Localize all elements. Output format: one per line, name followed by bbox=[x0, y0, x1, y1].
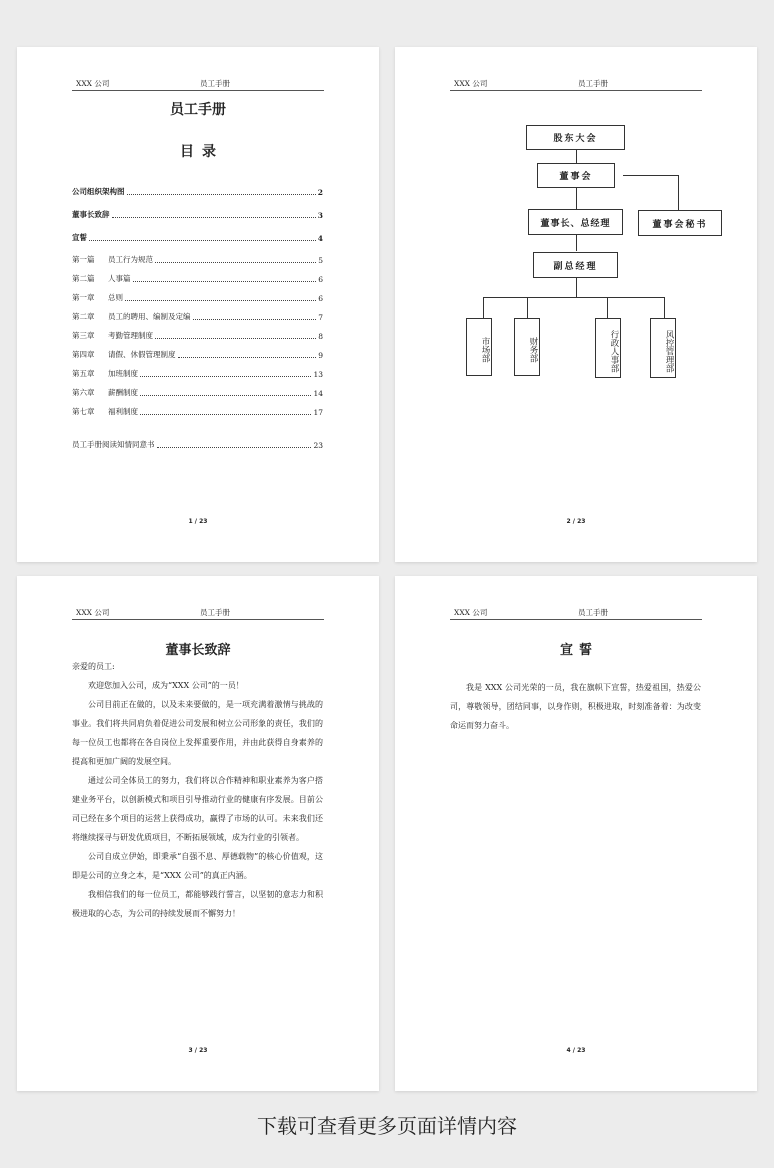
toc-entry-chapter: 第五章 bbox=[72, 369, 95, 378]
page-number: 2 / 23 bbox=[566, 518, 586, 525]
toc-leader bbox=[140, 414, 311, 415]
toc-entry-chapter: 第三章 bbox=[72, 331, 95, 340]
header-title: 员工手册 bbox=[200, 608, 230, 617]
org-connector bbox=[576, 187, 577, 209]
toc-entry[interactable] bbox=[72, 292, 323, 303]
org-node-department: 风控管理部 bbox=[650, 318, 676, 378]
org-connector bbox=[678, 175, 679, 211]
toc-entry-page: 9 bbox=[318, 351, 323, 360]
toc-leader bbox=[155, 262, 316, 263]
toc-entry-chapter: 第二章 bbox=[72, 312, 95, 321]
toc-entry[interactable] bbox=[72, 368, 323, 379]
toc-entry[interactable] bbox=[72, 330, 323, 341]
org-connector bbox=[576, 234, 577, 251]
download-caption: 下载可查看更多页面详情内容 bbox=[257, 1114, 517, 1138]
toc-entry-label: 请假、休假管理制度 bbox=[108, 350, 176, 359]
toc-entry[interactable] bbox=[72, 349, 323, 360]
toc-leader bbox=[157, 447, 312, 448]
toc-entry-page: 2 bbox=[317, 188, 323, 197]
toc-entry-chapter: 第四章 bbox=[72, 350, 95, 359]
toc-entry-chapter: 第七章 bbox=[72, 407, 95, 416]
page-title: 宣誓 bbox=[559, 643, 598, 658]
page-3 bbox=[17, 576, 379, 1091]
toc-entry-label: 董事长致辞 bbox=[72, 210, 110, 219]
org-node-shareholders: 股东大会 bbox=[526, 125, 625, 150]
toc-entry-page: 3 bbox=[317, 211, 323, 220]
toc-leader bbox=[133, 281, 317, 282]
toc-entry-page: 14 bbox=[313, 389, 323, 398]
toc-entry[interactable] bbox=[72, 439, 323, 450]
toc-leader bbox=[178, 357, 317, 358]
toc-entry-label: 考勤管理制度 bbox=[108, 331, 153, 340]
header-company: XXX 公司 bbox=[454, 79, 488, 88]
toc-entry-page: 4 bbox=[317, 234, 323, 243]
header-company: XXX 公司 bbox=[454, 608, 488, 617]
toc-entry-label: 薪酬制度 bbox=[108, 388, 138, 397]
toc-leader bbox=[112, 217, 316, 218]
org-connector bbox=[483, 297, 484, 318]
toc-entry-page: 8 bbox=[318, 332, 323, 341]
toc-leader bbox=[193, 319, 317, 320]
toc-entry-page: 5 bbox=[318, 256, 323, 265]
paragraph: 公司目前正在做的，以及未来要做的，是一项充满着激情与挑战的事业。我们将共同肩负着促进公司发展和树立公司形象的责任，我们的每一位员工也都将在各自岗位上发挥重要作用，并由此获得自身素养的提高和更加广阔的发展空间。 bbox=[72, 700, 323, 766]
org-node-department: 市场部 bbox=[466, 318, 492, 376]
toc-entry-chapter: 第六章 bbox=[72, 388, 95, 397]
toc-entry-label: 宣誓 bbox=[72, 233, 87, 242]
oath-body bbox=[450, 678, 701, 735]
org-connector bbox=[664, 297, 665, 318]
toc-entry-page: 6 bbox=[318, 275, 323, 284]
paragraph: 通过公司全体员工的努力，我们将以合作精神和职业素养为客户搭建业务平台，以创新模式和项目引导推动行业的健康有序发展。目前公司已经在多个项目的运营上获得成功，赢得了市场的认可。未来我们还将继续探寻与研发优质项目，不断拓展领域，成为行业的引领者。 bbox=[72, 776, 323, 842]
header-title: 员工手册 bbox=[200, 79, 230, 88]
toc-leader bbox=[125, 300, 316, 301]
toc-entry[interactable] bbox=[72, 254, 323, 265]
toc-entry-page: 13 bbox=[313, 370, 323, 379]
toc-entry[interactable] bbox=[72, 406, 323, 417]
toc-entry-label: 公司组织架构图 bbox=[72, 187, 125, 196]
toc-leader bbox=[89, 240, 316, 241]
header-title: 员工手册 bbox=[578, 608, 608, 617]
toc-entry[interactable] bbox=[72, 273, 323, 284]
paragraph: 欢迎您加入公司，成为“XXX 公司”的一员！ bbox=[88, 681, 244, 690]
org-node-secretary: 董事会秘书 bbox=[638, 210, 722, 236]
org-connector bbox=[576, 277, 577, 297]
toc-leader bbox=[127, 194, 316, 195]
header-title: 员工手册 bbox=[578, 79, 608, 88]
paragraph: 公司自成立伊始，即秉承“自强不息、厚德载物”的核心价值观，这即是公司的立身之本，是“XXX 公司”的真正内涵。 bbox=[72, 852, 323, 880]
org-connector bbox=[623, 175, 678, 176]
page-number: 3 / 23 bbox=[188, 1047, 208, 1054]
page-header bbox=[450, 606, 702, 620]
paragraph: 我相信我们的每一位员工，都能够践行誓言，以坚韧的意志力和积极进取的心态，为公司的持续发展而不懈努力！ bbox=[72, 890, 323, 918]
page-header bbox=[72, 77, 324, 91]
toc-entry-page: 7 bbox=[318, 313, 323, 322]
org-connector bbox=[527, 297, 528, 318]
toc-entry-page: 6 bbox=[318, 294, 323, 303]
org-node-department: 行政人事部 bbox=[595, 318, 621, 378]
toc-entry-page: 23 bbox=[313, 441, 323, 450]
toc-entry-chapter: 第一章 bbox=[72, 293, 95, 302]
toc-entry-chapter: 第一篇 bbox=[72, 255, 95, 264]
toc-entry-chapter: 第二篇 bbox=[72, 274, 95, 283]
toc-entry-page: 17 bbox=[313, 408, 323, 417]
toc-entry-label: 加班制度 bbox=[108, 369, 138, 378]
org-node-vice-gm: 副总经理 bbox=[533, 252, 618, 278]
page-header bbox=[450, 77, 702, 91]
page-1 bbox=[17, 47, 379, 562]
toc-entry-label: 福利制度 bbox=[108, 407, 138, 416]
toc-entry[interactable] bbox=[72, 209, 323, 220]
page-2 bbox=[395, 47, 757, 562]
speech-body bbox=[72, 657, 323, 923]
page-number: 1 / 23 bbox=[188, 518, 208, 525]
page-4 bbox=[395, 576, 757, 1091]
toc-entry[interactable] bbox=[72, 186, 323, 197]
toc-entry[interactable] bbox=[72, 311, 323, 322]
toc-entry-label: 员工的聘用、编制及定编 bbox=[108, 312, 191, 321]
org-connector bbox=[576, 149, 577, 163]
toc-leader bbox=[140, 376, 311, 377]
toc-entry-label: 员工手册阅读知情同意书 bbox=[72, 440, 155, 449]
org-connector bbox=[483, 297, 664, 298]
toc-entry-label: 员工行为规范 bbox=[108, 255, 153, 264]
document-title: 员工手册 bbox=[170, 102, 226, 118]
paragraph: 我是 XXX 公司光荣的一员，我在旗帜下宣誓，热爱祖国，热爱公司，尊敬领导，团结同事，以身作则，积极进取，时刻准备着：为改变命运而努力奋斗。 bbox=[450, 683, 701, 730]
toc-entry-label: 人事篇 bbox=[108, 274, 131, 283]
header-company: XXX 公司 bbox=[76, 79, 110, 88]
toc-leader bbox=[140, 395, 311, 396]
org-node-chairman: 董事长、总经理 bbox=[528, 209, 623, 235]
page-header bbox=[72, 606, 324, 620]
page-number: 4 / 23 bbox=[566, 1047, 586, 1054]
org-connector bbox=[607, 297, 608, 318]
toc-leader bbox=[155, 338, 316, 339]
toc-entry[interactable] bbox=[72, 387, 323, 398]
toc-entry-label: 总则 bbox=[108, 293, 123, 302]
greeting: 亲爱的员工: bbox=[72, 662, 115, 671]
header-company: XXX 公司 bbox=[76, 608, 110, 617]
page-title: 董事长致辞 bbox=[165, 643, 231, 658]
org-node-department: 财务部 bbox=[514, 318, 540, 376]
org-node-board: 董事会 bbox=[537, 163, 615, 188]
toc-entry[interactable] bbox=[72, 232, 323, 243]
toc-heading: 目录 bbox=[180, 144, 224, 160]
